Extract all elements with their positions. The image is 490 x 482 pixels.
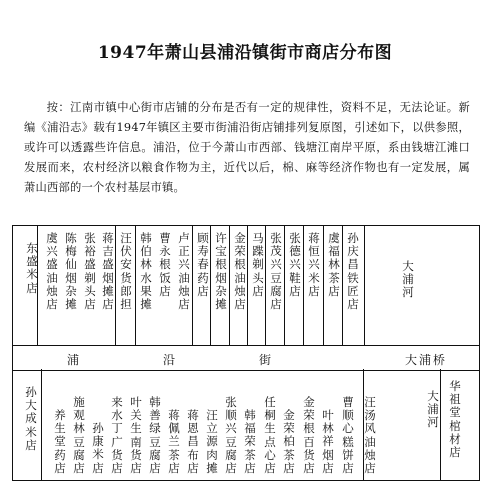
shop-divider xyxy=(210,226,211,345)
bridge-label: 大浦桥 xyxy=(405,353,448,367)
shop-entry: 蒋 佩 兰 茶 店 xyxy=(168,408,180,475)
street-band xyxy=(13,345,479,371)
shop-entry: 蒋 吉 盛 烟 摊 店 xyxy=(102,231,114,312)
shop-entry: 孙 康 米 店 xyxy=(92,421,104,475)
shop-entry: 陈 梅 仙 烟 杂 摊 xyxy=(65,231,77,312)
shop-divider xyxy=(247,226,248,345)
shop-entry: 大 浦 河 xyxy=(402,259,414,300)
shop-entry: 任 桐 生 点 心 店 xyxy=(264,395,276,476)
shop-entry: 施 观 林 豆 腐 店 xyxy=(73,395,85,476)
shop-divider xyxy=(229,226,230,345)
shop-entry: 汪 汤 风 油 烛 店 xyxy=(364,395,376,476)
shop-entry: 虞 兴 盛 油 烛 店 xyxy=(46,231,58,312)
shop-entry: 金 荣 根 百 货 店 xyxy=(303,395,315,476)
shop-divider xyxy=(440,369,441,480)
shop-entry: 叶 关 生 南 货 店 xyxy=(130,395,142,476)
shop-entry: 叶 林 祥 烟 店 xyxy=(322,408,334,475)
shop-entry: 金 荣 根 油 烛 店 xyxy=(234,231,246,312)
shop-entry: 韩 福 荣 茶 店 xyxy=(244,408,256,475)
shop-entry: 蒋 恒 兴 米 店 xyxy=(308,231,320,298)
shop-entry: 许 宝 根 烟 杂 摊 xyxy=(215,231,227,312)
shop-entry: 孙 庆 昌 铁 匠 店 xyxy=(347,231,359,312)
shop-entry: 东 盛 米 店 xyxy=(26,241,38,295)
shop-entry: 汪 立 源 肉 摊 xyxy=(206,408,218,475)
street-name-char: 沿 xyxy=(163,353,178,367)
shop-entry: 张 德 兴 鞋 店 xyxy=(289,231,301,298)
shop-divider xyxy=(303,226,304,345)
shop-entry: 韩 善 绿 豆 腐 店 xyxy=(149,395,161,476)
shop-entry: 来 水 丁 广 货 店 xyxy=(111,395,123,476)
shop-entry: 张 顺 兴 豆 腐 店 xyxy=(225,395,237,476)
shop-entry: 华 祖 堂 棺 材 店 xyxy=(449,379,461,460)
shop-divider xyxy=(37,226,38,345)
shop-divider xyxy=(192,226,193,345)
intro-paragraph: 按：江南市镇中心街市店铺的分布是否有一定的规律性，资料不足，无法论证。新编《浦沿志》载有1947年镇区主要市街浦沿街店铺排列复原图，引述如下，以供参照，或许可以透露些许信息。浦沿，位于今萧山市西部、钱塘江南岸平原，系由钱塘江滩口发展而来，农村经济以粮食作物为主，近代以后，棉、麻等经济作物也有一定发展，属萧山西部的一个农村基层市镇。 xyxy=(24,101,470,194)
shop-entry: 虞 福 林 茶 店 xyxy=(328,231,340,298)
shop-entry: 大 浦 河 xyxy=(427,389,439,430)
shop-divider xyxy=(135,226,136,345)
shop-entry: 蒋 恩 昌 布 店 xyxy=(187,408,199,475)
shop-entry: 张 茂 兴 豆 腐 店 xyxy=(270,231,282,312)
shop-entry: 顾 寿 春 药 店 xyxy=(197,231,209,298)
shop-divider xyxy=(265,226,266,345)
shop-entry: 卢 正 兴 油 烛 店 xyxy=(178,231,190,312)
shop-divider xyxy=(342,226,343,345)
shop-entry: 曹 永 根 饭 店 xyxy=(159,231,171,298)
shop-divider xyxy=(323,226,324,345)
shop-entry: 张 裕 盛 剃 头 店 xyxy=(84,231,96,312)
shop-entry: 汪 伏 安 货 郎 担 xyxy=(120,231,132,312)
shop-entry: 韩 伯 林 水 果 摊 xyxy=(140,231,152,312)
shop-entry: 养 生 堂 药 店 xyxy=(54,408,66,475)
shop-divider xyxy=(41,369,42,480)
shop-divider xyxy=(363,369,364,480)
shop-entry: 马 蹀 剃 头 店 xyxy=(252,231,264,298)
shop-entry: 曹 顺 心 糕 饼 店 xyxy=(342,395,354,476)
street-name-char: 浦 xyxy=(67,353,82,367)
shop-divider xyxy=(364,226,365,345)
street-name-char: 街 xyxy=(259,353,274,367)
shop-entry: 金 荣 柏 茶 店 xyxy=(283,408,295,475)
page-title: 1947年萧山县浦沿镇街市商店分布图 xyxy=(97,43,393,63)
shop-divider xyxy=(115,226,116,345)
shop-distribution-map xyxy=(12,225,480,481)
shop-divider xyxy=(284,226,285,345)
shop-entry: 孙 大 成 米 店 xyxy=(25,385,37,452)
